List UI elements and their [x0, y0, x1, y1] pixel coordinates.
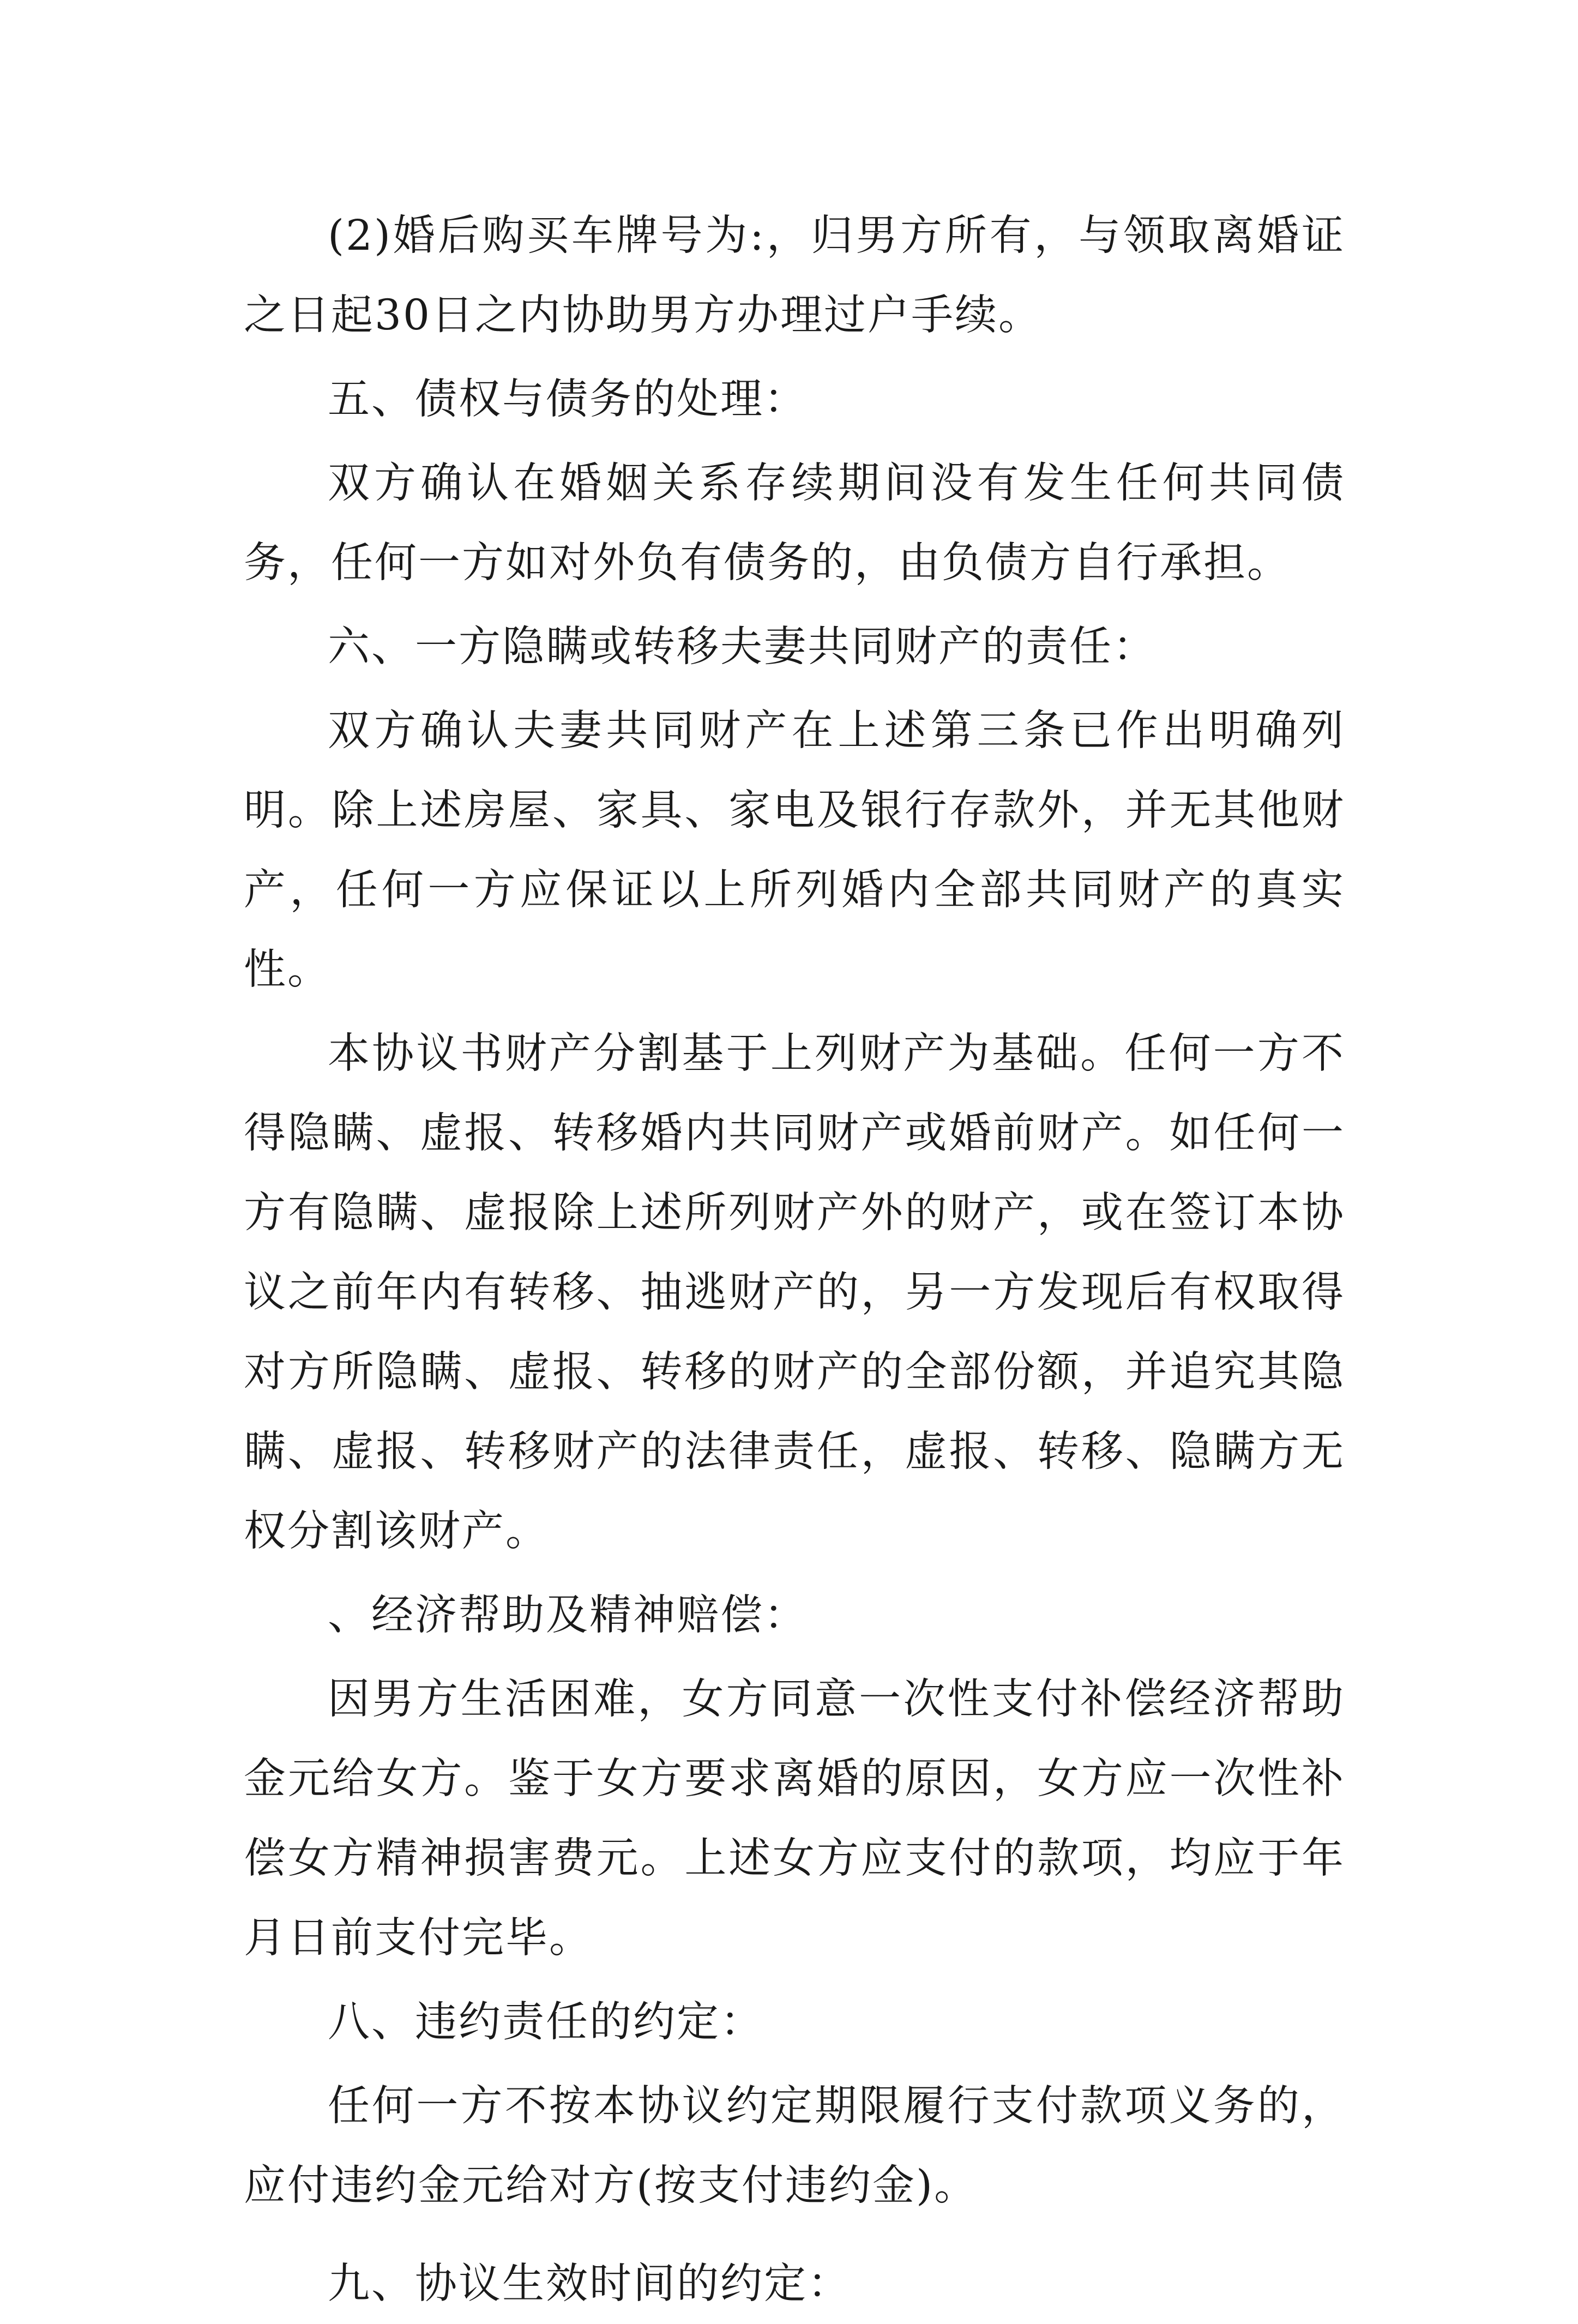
heading-concealment-liability: 六、一方隐瞒或转移夫妻共同财产的责任：	[328, 623, 1157, 671]
paragraph-property-confirmation: 双方确认夫妻共同财产在上述第三条已作出明确列明。除上述房屋、家具、家电及银行存款外，并无其他财产，任何一方应保证以上所列婚内全部共同财产的真实性。	[244, 707, 1345, 994]
heading-effective-date: 九、协议生效时间的约定：	[328, 2260, 851, 2308]
heading-economic-compensation: 、经济帮助及精神赔偿：	[328, 1591, 808, 1640]
paragraph-debts: 双方确认在婚姻关系存续期间没有发生任何共同债务，任何一方如对外负有债务的，由负债方自行承担。	[244, 459, 1345, 587]
paragraph-vehicle-transfer: (2)婚后购买车牌号为:，归男方所有，与领取离婚证之日起30日之内协助男方办理过户手续。	[244, 212, 1345, 340]
paragraph-economic-compensation: 因男方生活困难，女方同意一次性支付补偿经济帮助金元给女方。鉴于女方要求离婚的原因，女方应一次性补偿女方精神损害费元。上述女方应支付的款项，均应于年月日前支付完毕。	[244, 1675, 1345, 1962]
document-body	[244, 196, 1345, 2324]
heading-breach-liability: 八、违约责任的约定：	[328, 1998, 764, 2046]
paragraph-property-division: 本协议书财产分割基于上列财产为基础。任何一方不得隐瞒、虚报、转移婚内共同财产或婚前财产。如任何一方有隐瞒、虚报除上述所列财产外的财产，或在签订本协议之前年内有转移、抽逃财产的，另一方发现后有权取得对方所隐瞒、虚报、转移的财产的全部份额，并追究其隐瞒、虚报、转移财产的法律责任，虚报、转移、隐瞒方无权分割该财产。	[244, 1029, 1345, 1556]
heading-debts: 五、债权与债务的处理：	[328, 375, 808, 424]
paragraph-breach-liability: 任何一方不按本协议约定期限履行支付款项义务的，应付违约金元给对方(按支付违约金)。	[244, 2082, 1345, 2210]
